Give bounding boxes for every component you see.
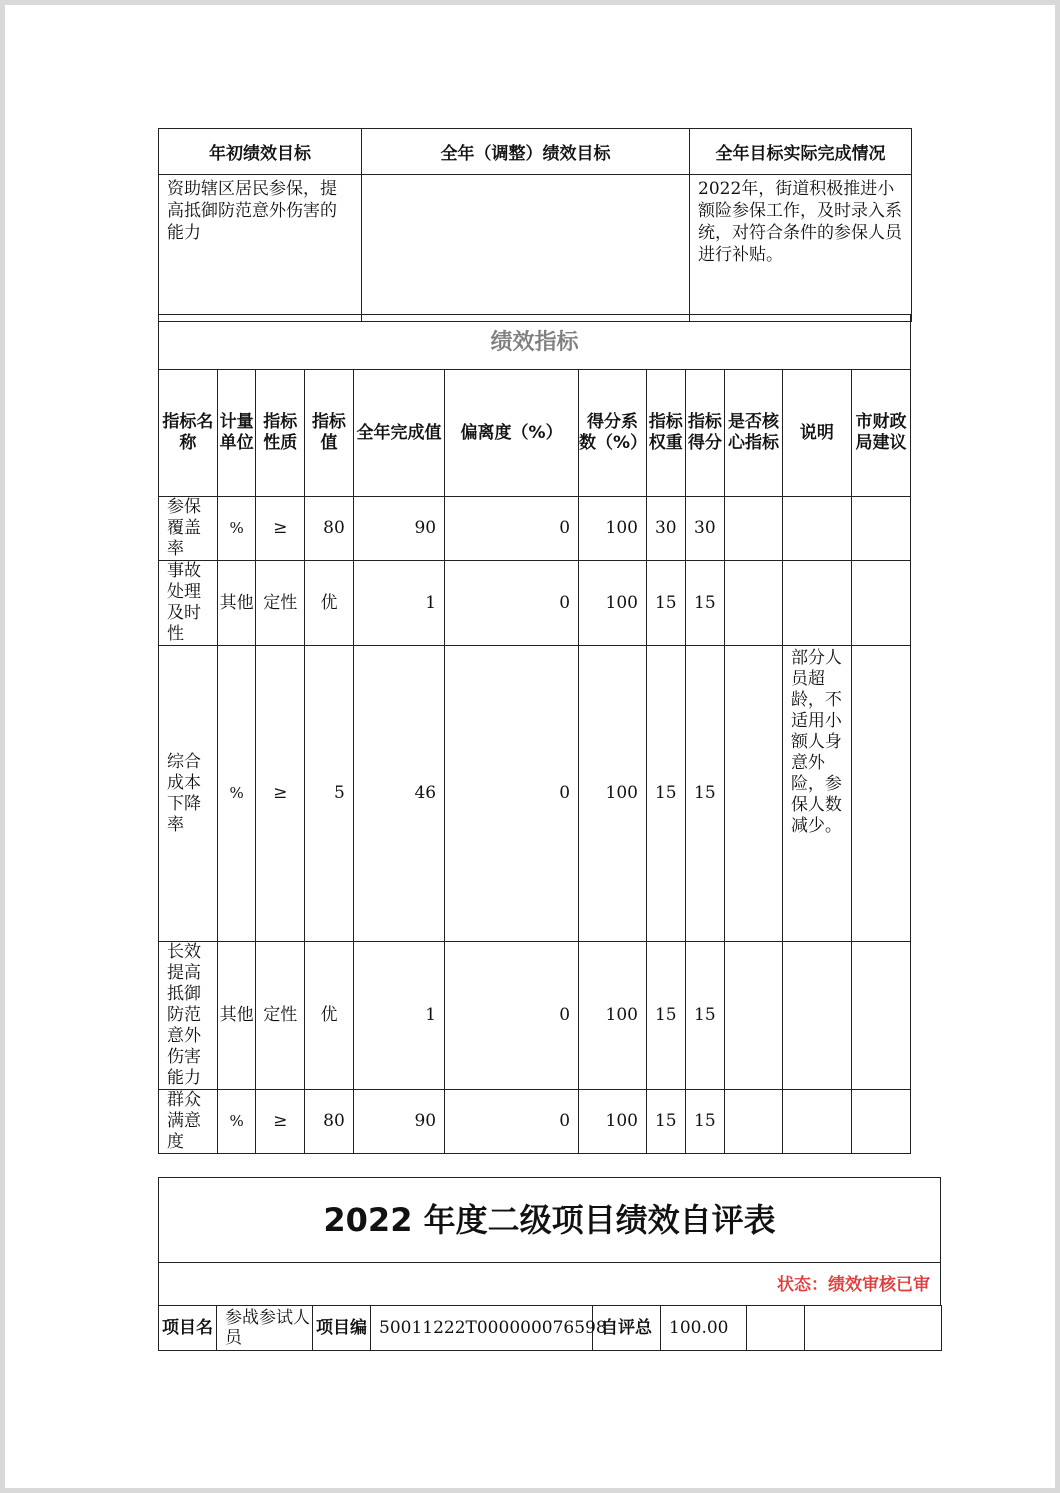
header-indicator-name: 指标名称	[159, 370, 218, 497]
row-weight: 30	[647, 497, 686, 561]
row-unit: 其他	[217, 561, 256, 646]
row-actual: 1	[353, 942, 444, 1090]
row-core	[725, 942, 783, 1090]
row-coefficient: 100	[579, 646, 647, 942]
header-unit: 计量单位	[217, 370, 256, 497]
row-core	[725, 561, 783, 646]
row-target: 优	[305, 942, 354, 1090]
row-advice	[851, 1090, 910, 1154]
row-core	[725, 646, 783, 942]
project-code-label: 项目编	[313, 1306, 371, 1351]
row-advice	[851, 646, 910, 942]
header-advice: 市财政局建议	[851, 370, 910, 497]
actual-completion-text: 2022年，街道积极推进小额险参保工作，及时录入系统，对符合条件的参保人员进行补贴。	[690, 175, 912, 322]
empty-cell	[805, 1306, 942, 1351]
status-badge: 状态：绩效审核已审	[777, 1275, 930, 1295]
row-core	[725, 497, 783, 561]
row-target: 5	[305, 646, 354, 942]
row-name: 长效提高抵御防范意外伤害能力	[159, 942, 218, 1090]
table-row	[159, 497, 911, 561]
goals-header-adjusted: 全年（调整）绩效目标	[362, 129, 690, 175]
row-nature: 定性	[256, 942, 305, 1090]
initial-goal-text: 资助辖区居民参保，提高抵御防范意外伤害的能力	[159, 175, 362, 322]
table-row	[159, 942, 911, 1090]
row-note	[782, 497, 851, 561]
goals-header-initial: 年初绩效目标	[159, 129, 362, 175]
row-advice	[851, 942, 910, 1090]
row-nature: ≥	[256, 646, 305, 942]
row-coefficient: 100	[579, 942, 647, 1090]
header-core: 是否核心指标	[725, 370, 783, 497]
self-score-label: 自评总	[593, 1306, 661, 1351]
row-name: 综合成本下降率	[159, 646, 218, 942]
header-actual: 全年完成值	[353, 370, 444, 497]
row-deviation: 0	[445, 1090, 579, 1154]
evaluation-title: 2022 年度二级项目绩效自评表	[323, 1201, 776, 1239]
row-note: 部分人员超龄，不适用小额人身意外险，参保人数减少。	[782, 646, 851, 942]
row-score: 15	[685, 561, 725, 646]
row-advice	[851, 561, 910, 646]
row-core	[725, 1090, 783, 1154]
header-deviation: 偏离度（%）	[445, 370, 579, 497]
indicators-header-row	[159, 370, 911, 497]
status-bar	[158, 1261, 941, 1306]
indicators-table	[158, 314, 911, 1154]
header-score: 指标得分	[685, 370, 725, 497]
header-nature: 指标性质	[256, 370, 305, 497]
table-row	[159, 561, 911, 646]
goals-table	[158, 128, 912, 322]
row-target: 80	[305, 1090, 354, 1154]
row-nature: ≥	[256, 497, 305, 561]
row-nature: 定性	[256, 561, 305, 646]
table-row	[159, 646, 911, 942]
row-weight: 15	[647, 561, 686, 646]
adjusted-goal-text	[362, 175, 690, 322]
row-score: 15	[685, 646, 725, 942]
row-actual: 90	[353, 1090, 444, 1154]
table-row	[159, 1090, 911, 1154]
row-coefficient: 100	[579, 561, 647, 646]
row-score: 15	[685, 1090, 725, 1154]
row-actual: 90	[353, 497, 444, 561]
row-deviation: 0	[445, 497, 579, 561]
row-deviation: 0	[445, 942, 579, 1090]
row-deviation: 0	[445, 561, 579, 646]
row-actual: 1	[353, 561, 444, 646]
row-note	[782, 942, 851, 1090]
empty-cell	[747, 1306, 805, 1351]
row-note	[782, 1090, 851, 1154]
row-actual: 46	[353, 646, 444, 942]
row-coefficient: 100	[579, 1090, 647, 1154]
project-code-value: 50011222T000000076598	[371, 1306, 593, 1351]
evaluation-title-box	[158, 1177, 941, 1263]
row-nature: ≥	[256, 1090, 305, 1154]
header-coefficient: 得分系数（%）	[579, 370, 647, 497]
header-note: 说明	[782, 370, 851, 497]
row-score: 30	[685, 497, 725, 561]
header-weight: 指标权重	[647, 370, 686, 497]
self-score-value: 100.00	[661, 1306, 747, 1351]
row-target: 优	[305, 561, 354, 646]
project-name-value: 参战参试人员	[217, 1306, 313, 1351]
row-unit: 其他	[217, 942, 256, 1090]
row-weight: 15	[647, 1090, 686, 1154]
row-advice	[851, 497, 910, 561]
row-note	[782, 561, 851, 646]
row-name: 群众满意度	[159, 1090, 218, 1154]
row-weight: 15	[647, 646, 686, 942]
row-unit: %	[217, 1090, 256, 1154]
goals-header-actual: 全年目标实际完成情况	[690, 129, 912, 175]
row-deviation: 0	[445, 646, 579, 942]
row-unit: %	[217, 646, 256, 942]
row-score: 15	[685, 942, 725, 1090]
row-coefficient: 100	[579, 497, 647, 561]
header-target: 指标值	[305, 370, 354, 497]
row-name: 参保覆盖率	[159, 497, 218, 561]
project-info-table	[158, 1305, 942, 1351]
row-weight: 15	[647, 942, 686, 1090]
row-target: 80	[305, 497, 354, 561]
row-unit: %	[217, 497, 256, 561]
indicators-section-title: 绩效指标	[159, 315, 911, 370]
row-name: 事故处理及时性	[159, 561, 218, 646]
project-name-label: 项目名	[159, 1306, 217, 1351]
